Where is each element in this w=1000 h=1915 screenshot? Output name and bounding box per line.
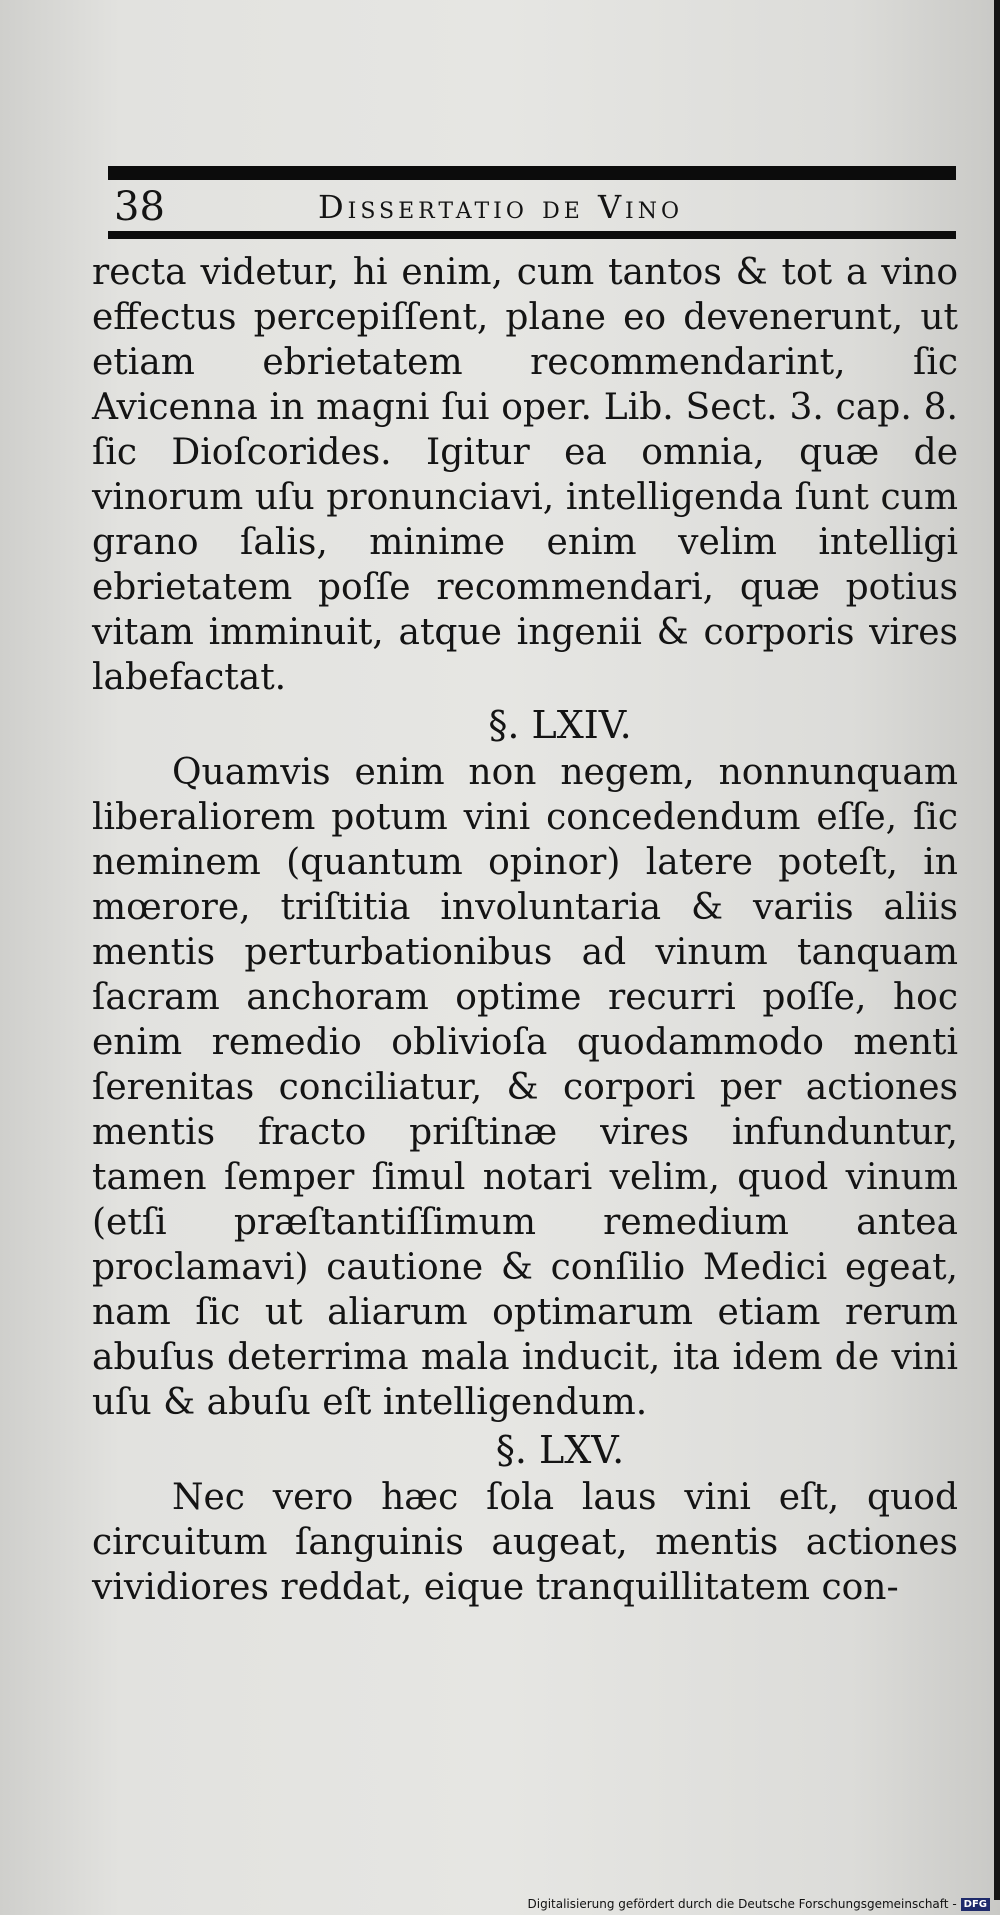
page-number: 38: [114, 184, 165, 230]
scan-edge: [994, 0, 1000, 1900]
footer-credit: Digitalisierung gefördert durch die Deutsche Forschungsgemeinschaft -: [527, 1897, 957, 1911]
running-title: Dissertatio de Vino: [318, 188, 684, 226]
page-header: [108, 182, 956, 230]
header-rule-bottom: [108, 231, 956, 239]
continuation-paragraph: recta videtur, hi enim, cum tantos & tot a vino effectus percepiſſent, plane eo devenerunt, ut etiam ebrietatem recommendarint, ſic Avicenna in magni ſui oper. Lib. Sect. 3. cap. 8. ſic Dioſcorides. Igitur ea omnia, quæ de vinorum uſu pronunciavi, intelligenda ſunt cum grano ſalis, minime enim velim intelligi ebrietatem poſſe recommendari, quæ potius vitam imminuit, atque ingenii & corporis vires labefactat.: [92, 252, 958, 698]
digitization-footer: [528, 1897, 991, 1911]
section-paragraph-lxiv: Quamvis enim non negem, nonnunquam liberaliorem potum vini concedendum eſſe, ſic neminem (quantum opinor) latere poteſt, in mœrore, triſtitia involuntaria & variis aliis mentis perturbationibus ad vinum tanquam ſacram anchoram optime recurri poſſe, hoc enim remedio oblivioſa quodammodo menti ſerenitas conciliatur, & corpori per actiones mentis fracto priſtinæ vires infunduntur, tamen ſemper ſimul notari velim, quod vinum (etſi præſtantiſſimum remedium antea proclamavi) cautione & conſilio Medici egeat, nam ſic ut aliarum optimarum etiam rerum abuſus deterrima mala inducit, ita idem de vini uſu & abuſu eſt intelligendum.: [92, 752, 958, 1423]
dfg-logo: DFG: [961, 1898, 990, 1911]
header-rule-top: [108, 166, 956, 180]
section-heading-lxiv: §. LXIV.: [488, 703, 632, 747]
body-text: [92, 250, 958, 1610]
section-heading-lxv: §. LXV.: [495, 1428, 625, 1472]
section-paragraph-lxv: Nec vero hæc ſola laus vini eſt, quod circuitum ſanguinis augeat, mentis actiones vividiores reddat, eique tranquillitatem con-: [92, 1477, 958, 1608]
